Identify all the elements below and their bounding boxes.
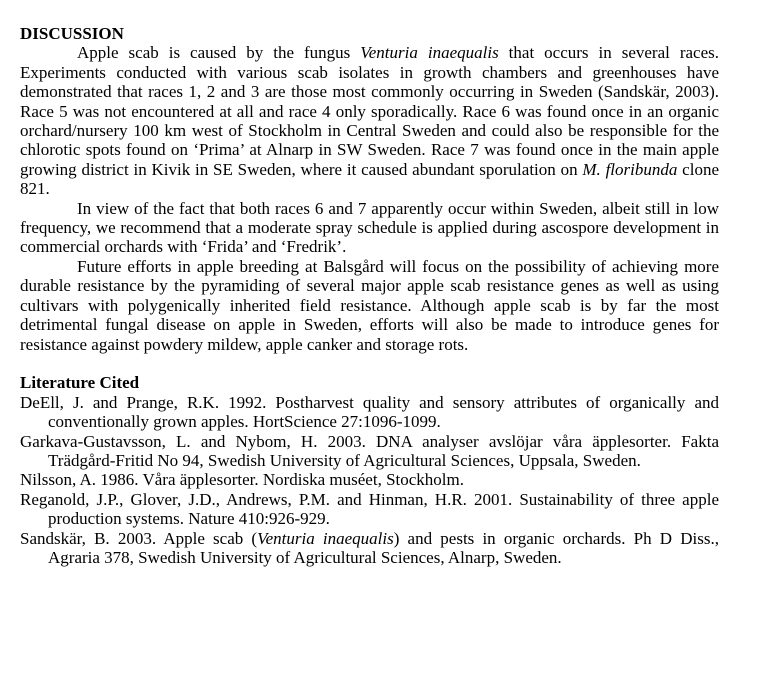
text-run: Sandskär, B. 2003. Apple scab ( (20, 528, 258, 548)
reference-item (20, 470, 719, 489)
literature-cited-heading: Literature Cited (20, 373, 140, 393)
discussion-paragraph (20, 257, 719, 354)
reference-item (20, 432, 719, 471)
reference-item (20, 490, 719, 529)
italic-text: Venturia inaequalis (257, 528, 394, 548)
text-run: Nilsson, A. 1986. Våra äpplesorter. Nordiska muséet, Stockholm. (20, 470, 464, 490)
paper-page (20, 24, 719, 567)
text-run: Apple scab is caused by the fungus (77, 43, 361, 63)
text-run: clone 821. (20, 159, 719, 199)
reference-item (20, 393, 719, 432)
discussion-paragraph (20, 43, 719, 198)
text-run: Reganold, J.P., Glover, J.D., Andrews, P.M. and Hinman, H.R. 2001. Sustainability of three apple production systems. Nature 410:926-929. (20, 489, 719, 529)
text-run: DeEll, J. and Prange, R.K. 1992. Postharvest quality and sensory attributes of organically and conventionally grown apples. HortScience 27:1096-1099. (20, 392, 719, 432)
reference-list (20, 393, 719, 568)
text-run: Garkava-Gustavsson, L. and Nybom, H. 2003. DNA analyser avslöjar våra äpplesorter. Fakta Trädgård-Fritid No 94, Swedish University of Agricultural Sciences, Uppsala, Sweden. (20, 431, 719, 470)
italic-text: M. floribunda (582, 159, 678, 179)
discussion-body (20, 43, 719, 354)
reference-item (20, 529, 719, 568)
text-run: In view of the fact that both races 6 and 7 apparently occur within Sweden, albeit still in low frequency, we recommend that a moderate spray schedule is applied during ascospore development in commercial orchards with ‘Frida’ and ‘Fredrik’. (20, 198, 719, 257)
text-run: ) and pests in organic orchards. Ph D Diss., Agraria 378, Swedish University of Agricultural Sciences, Alnarp, Sweden. (48, 528, 719, 567)
text-run: that occurs in several races. Experiments conducted with various scab isolates in growth chambers and greenhouses have demonstrated that races 1, 2 and 3 are those most commonly occurring in Sweden (Sandskär, 2003). Race 5 was not encountered at all and race 4 only sporadically. Race 6 was found once in an organic orchard/nursery 100 km west of Stockholm in Central Sweden and could also be responsible for the chlorotic spots found on ‘Prima’ at Alnarp in SW Sweden. Race 7 was found once in the main apple growing district in Kivik in SE Sweden, where it caused abundant sporulation on (20, 43, 719, 179)
italic-text: Venturia inaequalis (360, 43, 499, 63)
discussion-paragraph (20, 199, 719, 257)
text-run: Future efforts in apple breeding at Balsgård will focus on the possibility of achieving more durable resistance by the pyramiding of several major apple scab resistance genes as well as using cultivars with polygenically inherited field resistance. Although apple scab is by far the most detrimental fungal disease on apple in Sweden, efforts will also be made to introduce genes for resistance against powdery mildew, apple canker and storage rots. (20, 256, 719, 354)
discussion-heading: DISCUSSION (20, 24, 124, 43)
